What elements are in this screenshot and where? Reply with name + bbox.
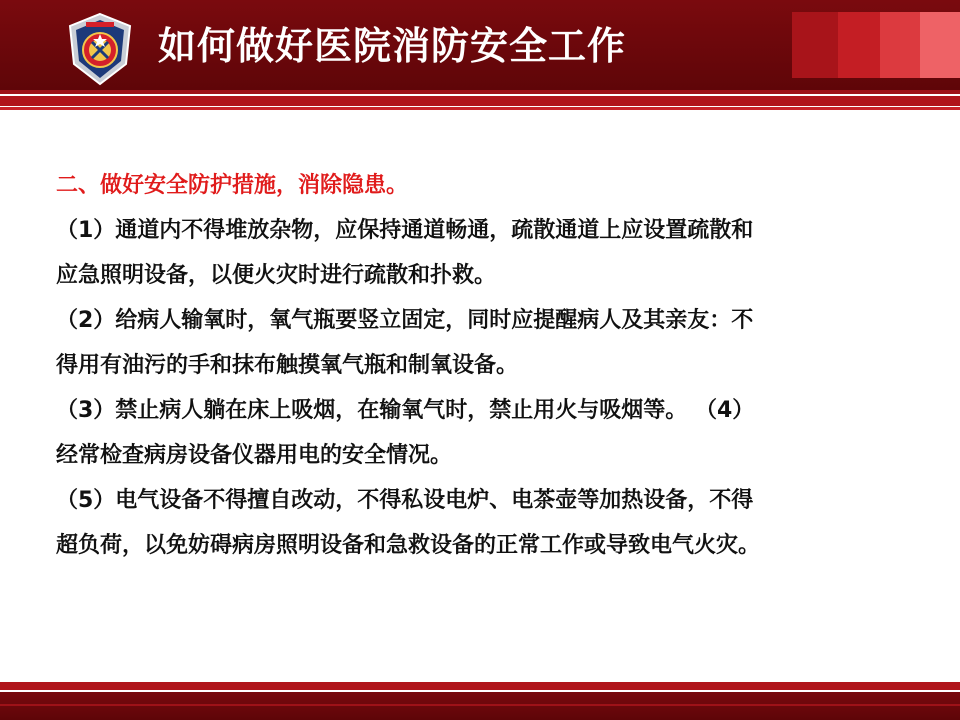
decor-block bbox=[920, 12, 960, 78]
content-line: （1）通道内不得堆放杂物，应保持通道畅通，疏散通道上应设置疏散和 bbox=[56, 218, 754, 243]
header-decor-blocks bbox=[792, 12, 960, 78]
slide-content bbox=[56, 163, 916, 568]
content-line: 得用有油污的手和抹布触摸氧气瓶和制氧设备。 bbox=[56, 353, 519, 378]
header-accent-band bbox=[0, 96, 960, 106]
fire-department-emblem-icon bbox=[62, 12, 138, 88]
content-line: （2）给病人输氧时，氧气瓶要竖立固定，同时应提醒病人及其亲友：不 bbox=[56, 308, 754, 333]
footer-accent-band bbox=[0, 682, 960, 690]
page-title: 如何做好医院消防安全工作 bbox=[158, 24, 627, 68]
decor-block bbox=[792, 12, 838, 78]
content-line: 经常检查病房设备仪器用电的安全情况。 bbox=[56, 443, 453, 468]
header-accent-line bbox=[0, 107, 960, 110]
section-heading: 二、做好安全防护措施，消除隐患。 bbox=[56, 173, 409, 198]
footer-divider bbox=[0, 704, 960, 706]
footer-bar bbox=[0, 692, 960, 720]
decor-block bbox=[838, 12, 880, 78]
content-line: （3）禁止病人躺在床上吸烟，在输氧气时，禁止用火与吸烟等。 （4） bbox=[56, 398, 755, 423]
header-divider bbox=[0, 90, 960, 94]
content-line: 超负荷，以免妨碍病房照明设备和急救设备的正常工作或导致电气火灾。 bbox=[56, 533, 761, 558]
content-line: （5）电气设备不得擅自改动，不得私设电炉、电茶壶等加热设备，不得 bbox=[56, 488, 754, 513]
content-line: 应急照明设备，以便火灾时进行疏散和扑救。 bbox=[56, 263, 497, 288]
decor-block bbox=[880, 12, 920, 78]
